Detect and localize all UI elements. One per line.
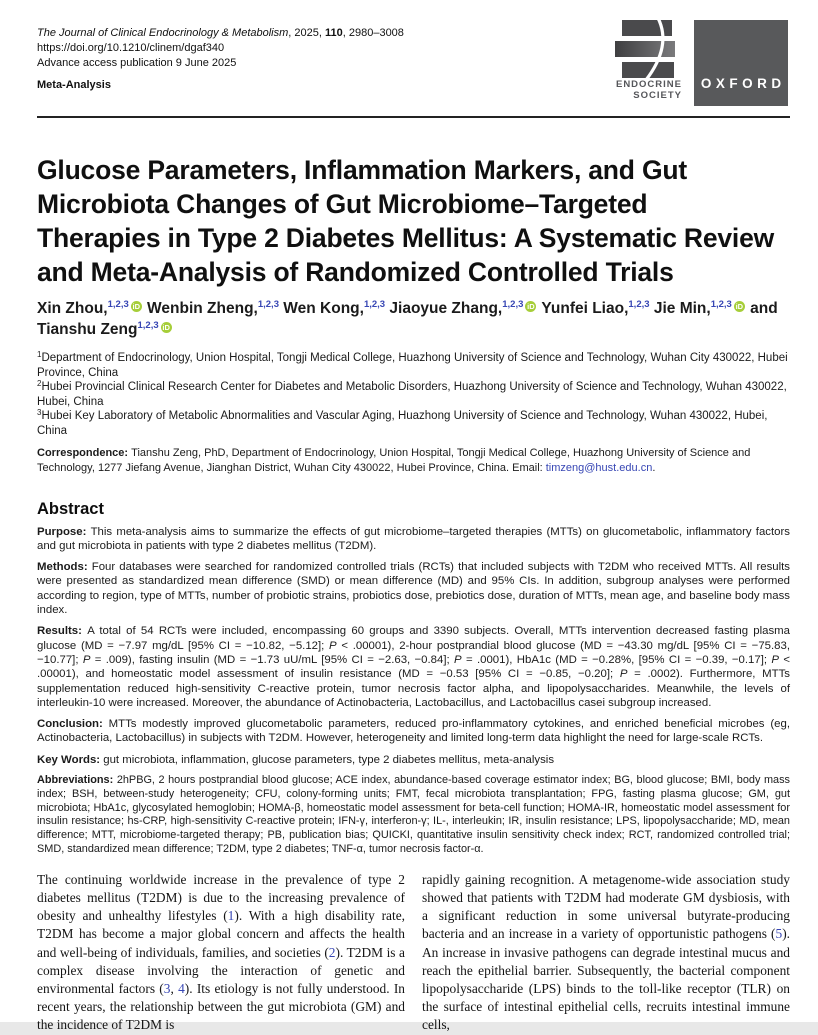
text-segment: ). Its etiology is not fully understood. In recent years, the relationship between the gut microbiota (GM) and the incidence of T2DM is [37, 981, 405, 1033]
endocrine-society-wordmark [616, 80, 682, 101]
text-segment: Jiaoyue Zhang, [385, 300, 503, 317]
inline-link[interactable]: 1,2,3 [363, 299, 386, 310]
affiliation-number: 1 [37, 350, 42, 359]
affiliation-text: Hubei Key Laboratory of Metabolic Abnormalities and Vascular Aging, Huazhong University of Science and Technology, Wuhan 430022, Hubei, China [37, 410, 768, 437]
affiliation-number: 2 [37, 379, 42, 389]
page-header [37, 26, 790, 110]
text-segment: Key Words: [37, 753, 104, 766]
inline-link[interactable]: timzeng@hust.edu.cn [545, 461, 653, 474]
orcid-icon: iD [527, 302, 535, 311]
abbreviations-paragraph [37, 774, 790, 857]
affiliation-text: Hubei Provincial Clinical Research Center for Diabetes and Metabolic Disorders, Huazhong University of Science and Technology, Wuhan 430022, Hubei, China [37, 381, 787, 408]
oxford-logo [694, 20, 788, 106]
text-segment: Conclusion: [37, 718, 109, 731]
abstract-methods [37, 560, 790, 617]
title-line-3: Therapies in Type 2 Diabetes Mellitus: A Systematic Review [37, 223, 775, 253]
body-column-left [37, 871, 405, 1035]
text-segment: Results: [37, 625, 88, 638]
affiliation-item [37, 380, 790, 409]
text-segment: 110 [325, 27, 343, 39]
inline-link[interactable]: 1,2,3 [257, 299, 279, 310]
text-segment: P [329, 639, 337, 652]
abstract-results [37, 624, 790, 710]
text-segment: < .00001), 2-hour postprandial blood glucose (MD = −43.30 mg/dL [95% CI = −75.83, −10.77]; [37, 639, 790, 666]
society-word: SOCIETY [633, 89, 682, 101]
text-segment: rapidly gaining recognition. A metagenome-wide association study showed that patients with T2DM had moderate GM dysbiosis, with a significant reduction in some universal butyrate-producing bacteria and an increase in a variety of opportunistic pathogens ( [422, 871, 790, 942]
abstract-conclusion [37, 717, 790, 746]
text-segment: Jie Min, [649, 300, 711, 317]
text-segment: and Tianshu Zeng [37, 300, 778, 338]
title-line-2: Microbiota Changes of Gut Microbiome–Targeted [37, 189, 648, 219]
text-segment: MTTs modestly improved glucometabolic parameters, reduced pro-inflammatory cytokines, and enriched beneficial microbes (eg, Actinobacteria, Lactobacillus) in subjects with T2DM. However, heterogeneity and limited long-term data highlight the need for large-scale RCTs. [37, 718, 790, 745]
endocrine-society-icon [612, 20, 682, 78]
text-segment: The Journal of Clinical Endocrinology & Metabolism [37, 27, 289, 39]
affiliation-number: 3 [37, 408, 42, 418]
publisher-logos [604, 20, 788, 106]
keywords-line [37, 753, 790, 767]
text-segment: ). An increase in invasive pathogens can degrade intestinal mucus and reach the epithelial barrier. Subsequently, the bacterial component lipopolysaccharide (LPS) binds to the toll-like receptor (TLR) on the surface of intestinal epithelial cells, recruits intestinal immune cells, [422, 926, 790, 1033]
inline-link[interactable]: 1,2,3 [710, 299, 732, 310]
text-segment: = .009), fasting insulin (MD = −1.73 uU/mL [95% CI = −2.63, −0.84]; [90, 653, 455, 666]
inline-link[interactable]: 4 [178, 981, 185, 997]
text-segment: = .0002). Furthermore, MTTs supplementation reduced high-sensitivity C-reactive protein, tumor necrosis factor alpha, and lipopolysaccharides. Meanwhile, the levels of interleukin-10 were increased. Moreover, the abundance of Actinobacteria, Lactobacillus, and Lactobacillus casei subgroup increased. [37, 668, 790, 709]
text-segment: < .00001), and homeostatic model assessment of insulin resistance (MD = −0.53 [95% CI = −0.85, −0.20]; [37, 653, 791, 681]
text-segment: The continuing worldwide increase in the prevalence of type 2 diabetes mellitus (T2DM) is due to the increasing prevalence of obesity and unhealthy lifestyles ( [37, 871, 405, 924]
text-segment: ). With a high disability rate, T2DM has become a major global concern and affects the health and well-being of individuals, families, and societies ( [37, 908, 405, 960]
inline-link[interactable]: 1,2,3 [502, 299, 524, 310]
journal-meta [37, 26, 404, 93]
text-segment: Four databases were searched for randomized controlled trials (RCTs) that included subjects with T2DM who received MTTs. All results were presented as standardized mean difference (SMD) or mean difference (MD) and 95% CIs. In addition, subgroup analyses were performed according to region, type of MTTs, number of probiotic strains, probiotics dose, prebiotics dose, duration of MTTs, mean age, and baseline body mass index. [37, 561, 790, 617]
text-segment: Tianshu Zeng, PhD, Department of Endocrinology, Union Hospital, Tongji Medical College, Huazhong University of Science and Technology, 1277 Jiefang Avenue, Jianghan District, Wuhan City 430022, Hubei Province, China. Email: [37, 446, 751, 474]
orcid-icon: iD [735, 302, 744, 311]
text-segment: A total of 54 RCTs were included, encompassing 60 groups and 3390 subjects. Overall, MTTs intervention decreased fasting plasma glucose (MD = −7.97 mg/dL [95% CI = −10.82, −5.12]; [37, 625, 790, 652]
text-segment: , 2980–3008 [342, 27, 404, 39]
text-segment: P [619, 668, 628, 681]
title-line-4: and Meta-Analysis of Randomized Controlled Trials [37, 257, 674, 287]
text-segment: = .0001), HbA1c (MD = −0.28%, [95% CI = −0.39, −0.17]; [461, 653, 772, 666]
title-line-1: Glucose Parameters, Inflammation Markers, and Gut [37, 155, 687, 185]
orcid-icon: iD [132, 302, 140, 311]
text-segment: , 2025, [288, 27, 325, 39]
body-column-right [422, 871, 790, 1035]
text-segment: Correspondence: [37, 446, 132, 459]
text-segment: . [652, 461, 656, 474]
text-segment: P [82, 653, 91, 666]
text-segment: Purpose: [37, 525, 91, 538]
affiliation-item [37, 351, 790, 380]
body-columns [37, 871, 790, 1035]
page-title [37, 153, 790, 289]
text-segment: Xin Zhou, [37, 300, 108, 317]
affiliations-list [37, 351, 790, 439]
text-segment: This meta-analysis aims to summarize the effects of gut microbiome–targeted therapies (MTTs) on glucometabolic, inflammatory factors and gut microbiota in patients with type 2 diabetes mellitus (T2DM). [37, 525, 790, 552]
text-segment: Wen Kong, [278, 300, 364, 317]
text-segment: Abbreviations: [37, 774, 117, 787]
abstract-heading: Abstract [37, 499, 104, 518]
abstract-purpose [37, 525, 790, 554]
correspondence [37, 446, 790, 476]
inline-link[interactable]: 1,2,3 [137, 320, 159, 331]
endocrine-society-logo [604, 20, 682, 101]
journal-citation-line [37, 26, 404, 41]
text-segment: , [170, 981, 179, 997]
text-segment: Yunfei Liao, [537, 300, 629, 317]
inline-link[interactable]: 5 [775, 926, 783, 942]
inline-link[interactable]: 3 [163, 981, 171, 997]
oxford-wordmark: OXFORD [700, 76, 786, 91]
text-segment: P [771, 653, 780, 666]
inline-link[interactable]: 2 [328, 944, 336, 960]
advance-access-text: Advance access publication 9 June 2025 [37, 57, 237, 69]
doi-text: https://doi.org/10.1210/clinem/dgaf340 [37, 42, 225, 54]
endocrine-word: ENDOCRINE [615, 79, 682, 90]
text-segment: ). T2DM is a complex disease involving the interaction of genetic and environmental factors ( [37, 944, 405, 997]
text-segment: 2hPBG, 2 hours postprandial blood glucose; ACE index, abundance-based coverage estimator index; BG, blood glucose; BMI, body mass index; BSH, between-study heterogeneity; CFU, colony-forming units; FMT, fecal microbiota transplantation; FPG, fasting plasma glucose; GM, gut microbiota; HbA1c, glycosylated hemoglobin; HOMA-β, homeostatic model assessment for beta-cell function; HOMA-IR, homeostatic model assessment for insulin resistance; hs-CRP, high-sensitivity C-reactive protein; IFN-γ, interferon-γ; IL-, interleukin; IR, insulin resistance; LPS, lipopolysaccharide; MD, mean difference; MTT, microbiome-targeted therapy; PB, publication bias; QUICKI, quantitative insulin sensitivity check index; RCT, randomized controlled trial; SMD, standardized mean difference; T2DM, type 2 diabetes; TNF-α, tumor necrosis factor-α. [37, 774, 790, 855]
affiliation-item [37, 409, 790, 438]
orcid-icon: iD [162, 323, 170, 332]
text-segment: gut microbiota, inflammation, glucose parameters, type 2 diabetes mellitus, meta-analysis [103, 753, 555, 766]
inline-link[interactable]: 1,2,3 [628, 299, 650, 310]
header-divider [37, 116, 790, 118]
text-segment: Wenbin Zheng, [142, 300, 258, 317]
inline-link[interactable]: 1 [227, 908, 235, 924]
text-segment: P [454, 653, 462, 666]
affiliation-text: Department of Endocrinology, Union Hospital, Tongji Medical College, Huazhong University of Science and Technology, Wuhan City 430022, Hubei Province, China [37, 352, 788, 379]
abstract-section [37, 500, 790, 857]
inline-link[interactable]: 1,2,3 [107, 299, 129, 310]
author-byline [37, 298, 790, 340]
article-type-label: Meta-Analysis [37, 79, 111, 91]
text-segment: Methods: [37, 561, 92, 574]
